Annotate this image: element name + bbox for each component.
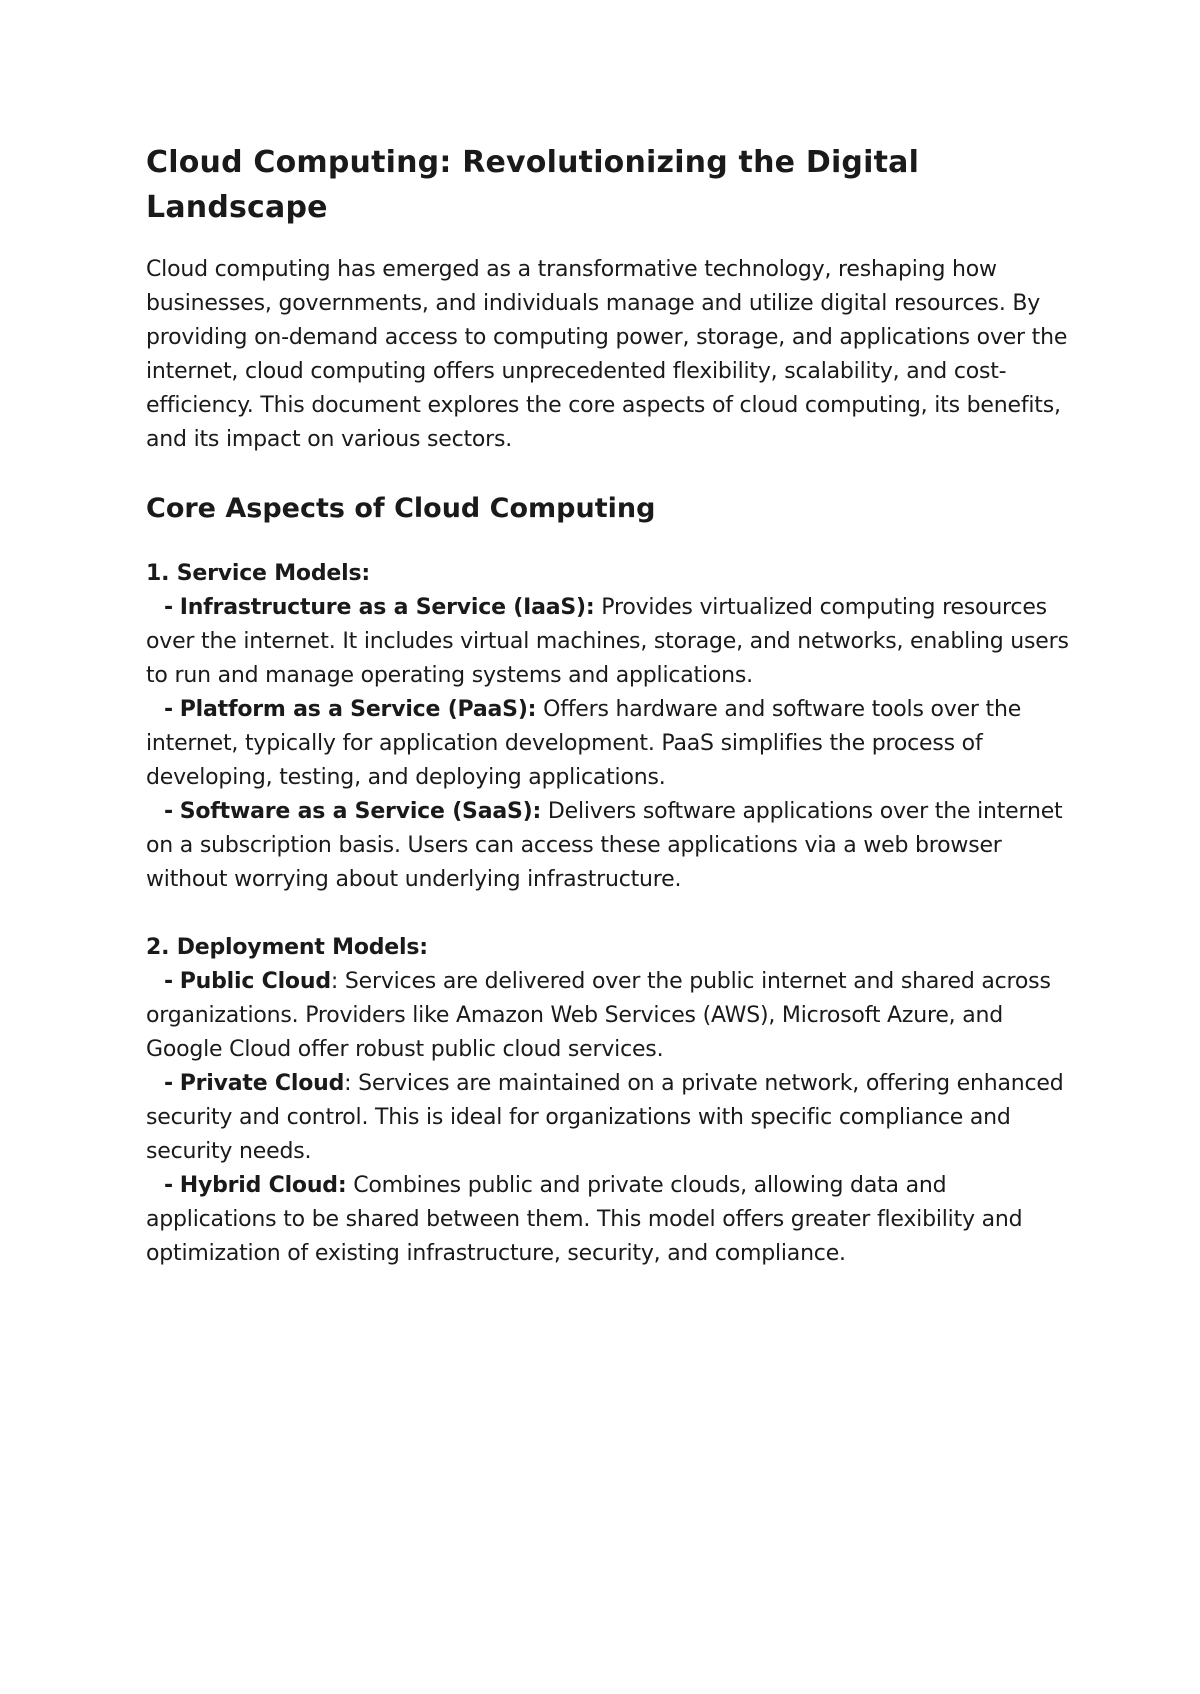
list-item-text: Offers hardware and software tools over the internet, typically for application development. PaaS simplifies the process of developing, testing, and deploying applications. <box>146 697 1022 790</box>
list-item-text: Combines public and private clouds, allowing data and applications to be shared between them. This model offers greater flexibility and optimization of existing infrastructure, security, and compliance. <box>146 1173 1023 1266</box>
list-dash: - <box>164 969 173 994</box>
list-item-public-cloud <box>146 965 1076 1067</box>
list-item-term: Private Cloud <box>179 1071 345 1096</box>
list-item-text: : Services are delivered over the public internet and shared across organizations. Providers like Amazon Web Services (AWS), Microsoft Azure, and Google Cloud offer robust public cloud services. <box>146 969 1051 1062</box>
list-item-term: Infrastructure as a Service (IaaS): <box>179 595 595 620</box>
list-dash: - <box>164 595 173 620</box>
list-item-hybrid-cloud <box>146 1169 1076 1271</box>
list-item-text: Provides virtualized computing resources over the internet. It includes virtual machines, storage, and networks, enabling users to run and manage operating systems and applications. <box>146 595 1069 688</box>
service-models-heading: 1. Service Models: <box>146 561 370 586</box>
list-item-text: : Services are maintained on a private network, offering enhanced security and control. This is ideal for organizations with specific compliance and security needs. <box>146 1071 1064 1164</box>
list-item-term: Public Cloud <box>179 969 331 994</box>
deployment-models-section <box>146 931 1076 1271</box>
section-heading: Core Aspects of Cloud Computing <box>146 493 656 524</box>
list-dash: - <box>164 1071 173 1096</box>
list-dash: - <box>164 697 173 722</box>
intro-paragraph: Cloud computing has emerged as a transformative technology, reshaping how businesses, governments, and individuals manage and utilize digital resources. By providing on-demand access to computing power, storage, and applications over the internet, cloud computing offers unprecedented flexibility, scalability, and cost-efficiency. This document explores the core aspects of cloud computing, its benefits, and its impact on various sectors. <box>146 257 1068 452</box>
list-dash: - <box>164 1173 173 1198</box>
document-page <box>146 140 1076 1271</box>
list-item-term: Software as a Service (SaaS): <box>179 799 542 824</box>
service-models-section <box>146 557 1076 897</box>
list-item-iaas <box>146 591 1076 693</box>
list-dash: - <box>164 799 173 824</box>
list-item-paas <box>146 693 1076 795</box>
list-item-term: Hybrid Cloud: <box>179 1173 347 1198</box>
list-item-text: Delivers software applications over the internet on a subscription basis. Users can access these applications via a web browser without worrying about underlying infrastructure. <box>146 799 1063 892</box>
list-item-term: Platform as a Service (PaaS): <box>179 697 537 722</box>
list-item-saas <box>146 795 1076 897</box>
document-title: Cloud Computing: Revolutionizing the Digital Landscape <box>146 145 920 225</box>
deployment-models-heading: 2. Deployment Models: <box>146 935 428 960</box>
list-item-private-cloud <box>146 1067 1076 1169</box>
